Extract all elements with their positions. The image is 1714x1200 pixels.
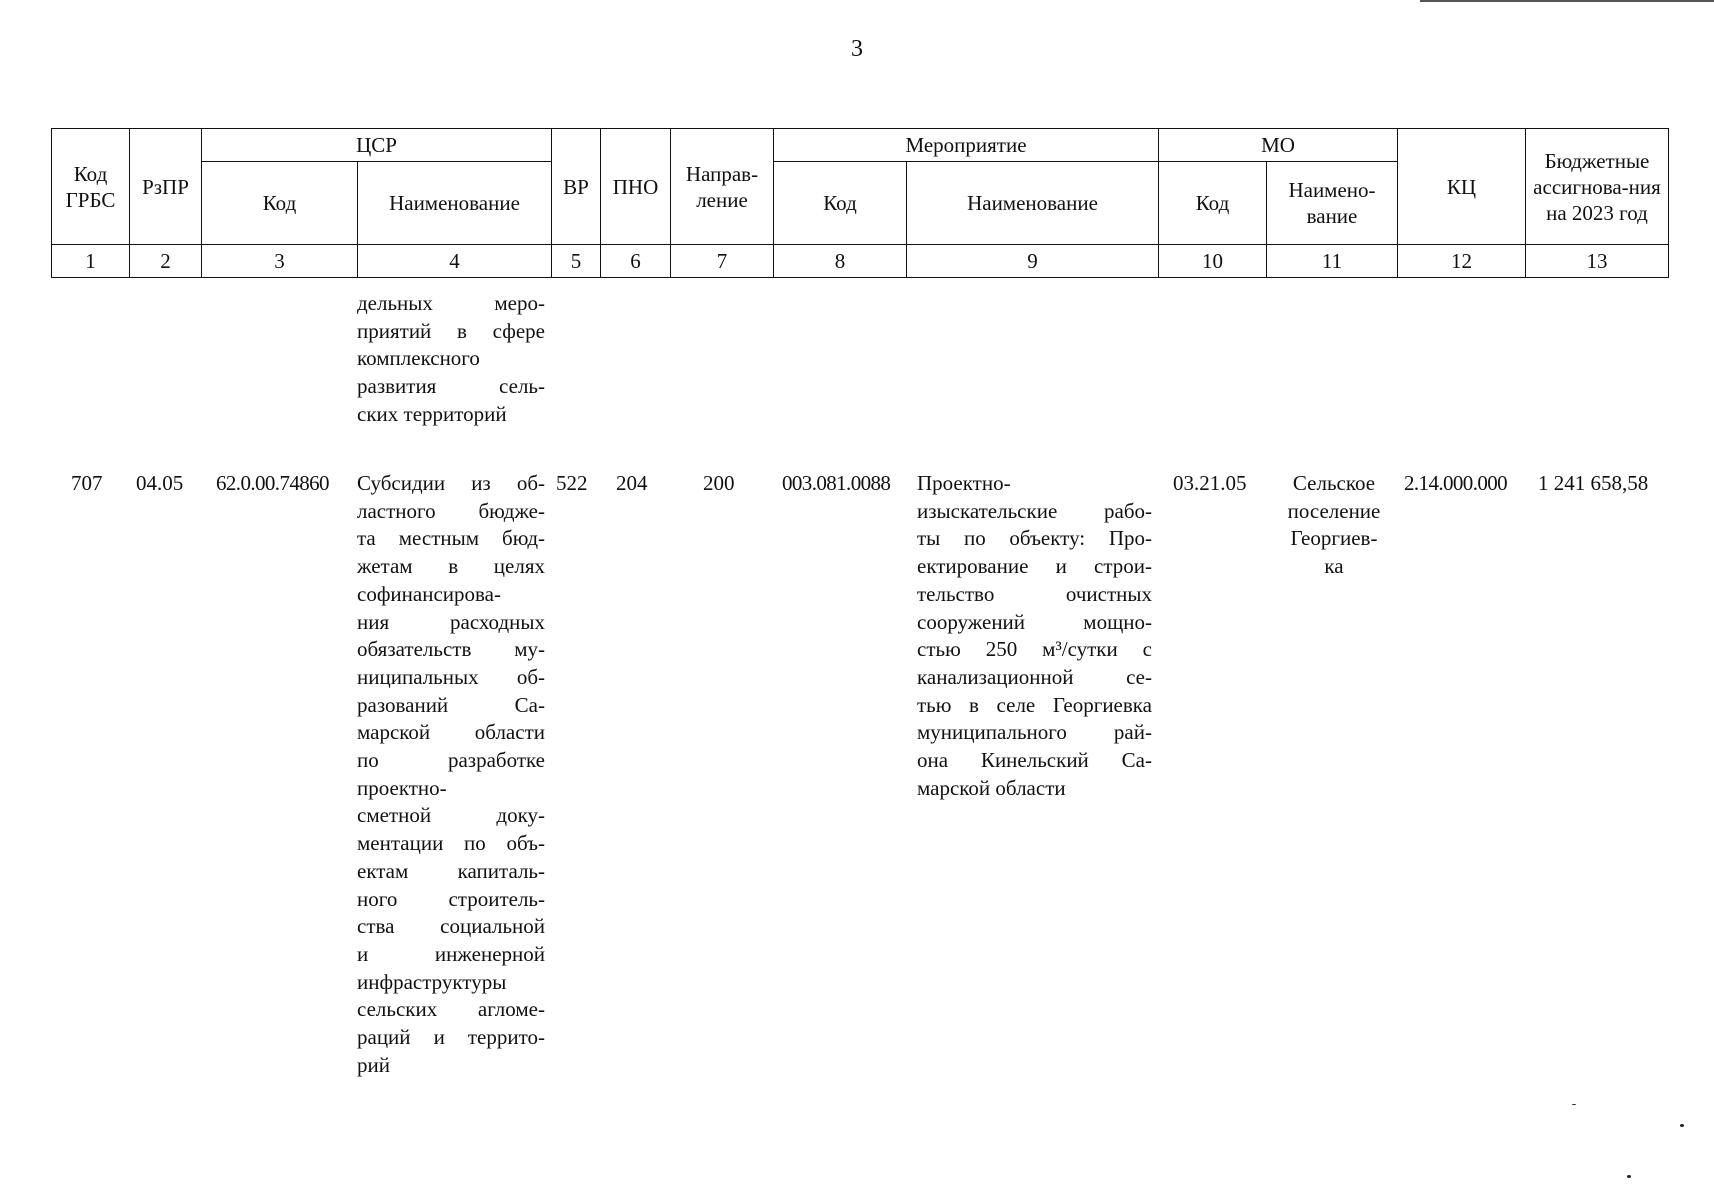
csr-name-line: ментации по объ- — [357, 831, 545, 856]
budget-table-header — [51, 128, 1669, 278]
header-meropriyatie: Мероприятие — [774, 129, 1159, 162]
row-kc: 2.14.000.000 — [1404, 471, 1508, 495]
header-csr: ЦСР — [202, 129, 552, 162]
mer-name-line: муниципального рай- — [917, 720, 1152, 745]
csr-name-line: ластного бюдже- — [357, 498, 545, 523]
header-vr: ВР — [552, 129, 601, 245]
mer-name-line: ты по объекту: Про- — [917, 526, 1152, 551]
continuation-line: дельных меро- — [357, 291, 545, 315]
mer-name-line: марской области — [917, 775, 1066, 800]
mer-name-line: она Кинельский Са- — [917, 748, 1152, 773]
csr-name-line: софинансирова- — [357, 581, 501, 606]
mer-name-line: ектирование и строи- — [917, 554, 1152, 579]
column-number: 1 — [52, 245, 130, 278]
mo-name-line: ка — [1324, 554, 1344, 579]
continuation-line: приятий в сфере — [357, 318, 545, 343]
continuation-line: развития сель- — [357, 374, 545, 399]
column-number: 9 — [907, 245, 1159, 278]
header-mo: МО — [1159, 129, 1398, 162]
mer-name-line: тельство очистных — [917, 581, 1152, 606]
scan-speck — [1572, 1104, 1576, 1105]
row-mer-name — [917, 470, 1152, 802]
csr-name-line: ного строитель- — [357, 886, 545, 911]
mer-name-line: изыскательские рабо- — [917, 498, 1152, 523]
header-mo-kod: Код — [1159, 162, 1267, 245]
csr-name-line: проектно- — [357, 775, 447, 800]
mo-name-line: Георгиев- — [1290, 526, 1378, 551]
row-csr-kod: 62.0.00.74860 — [216, 471, 329, 495]
header-csr-name: Наименование — [358, 162, 552, 245]
column-number: 10 — [1159, 245, 1267, 278]
header-pno: ПНО — [601, 129, 671, 245]
mer-name-line: стью 250 м³/сутки с — [917, 637, 1152, 662]
csr-name-line: и инженерной — [357, 941, 545, 966]
scan-edge-line — [1420, 0, 1714, 2]
row-pno: 204 — [616, 471, 648, 495]
csr-name-line: ния расходных — [357, 609, 545, 634]
continuation-line: комплексного — [357, 346, 480, 371]
csr-name-line: ства социальной — [357, 914, 545, 939]
csr-name-line: Субсидии из об- — [357, 471, 545, 495]
csr-name-line: сельских агломе- — [357, 997, 545, 1022]
header-rzpr: РзПР — [130, 129, 202, 245]
csr-name-line: по разработке — [357, 748, 545, 773]
column-number: 5 — [552, 245, 601, 278]
mo-name-line: Сельское — [1292, 471, 1376, 495]
row-csr-name — [357, 470, 545, 1079]
continuation-line: ских территорий — [357, 401, 507, 426]
csr-name-line: инфраструктуры — [357, 969, 507, 994]
header-mer-name: Наименование — [907, 162, 1159, 245]
row-mo-name — [1277, 470, 1391, 581]
column-number: 8 — [774, 245, 907, 278]
mer-name-line: Проектно- — [917, 471, 1011, 495]
row-mo-kod: 03.21.05 — [1173, 471, 1247, 495]
column-number-row — [52, 245, 1669, 278]
column-number: 11 — [1267, 245, 1398, 278]
mer-name-line: сооружений мощно- — [917, 609, 1152, 634]
row-budget: 1 241 658,58 — [1538, 471, 1649, 495]
row-napravlenie: 200 — [703, 471, 735, 495]
header-csr-kod: Код — [202, 162, 358, 245]
row-vr: 522 — [556, 471, 588, 495]
continuation-text — [357, 290, 545, 429]
header-napravlenie: Направ-ление — [671, 129, 774, 245]
column-number: 12 — [1398, 245, 1526, 278]
header-kod-grbs: Код ГРБС — [52, 129, 130, 245]
mer-name-line: тью в селе Георгиевка — [917, 692, 1152, 717]
header-budget: Бюджетные ассигнова-ния на 2023 год — [1526, 129, 1669, 245]
csr-name-line: раций и террито- — [357, 1025, 545, 1050]
header-kc: КЦ — [1398, 129, 1526, 245]
row-mer-kod: 003.081.0088 — [782, 471, 891, 495]
column-number: 4 — [358, 245, 552, 278]
csr-name-line: ектам капиталь- — [357, 858, 545, 883]
csr-name-line: та местным бюд- — [357, 526, 545, 551]
column-number: 2 — [130, 245, 202, 278]
column-number: 6 — [601, 245, 671, 278]
header-mer-kod: Код — [774, 162, 907, 245]
scan-speck — [1680, 1124, 1684, 1127]
mo-name-line: поселение — [1287, 498, 1381, 523]
page-number: 3 — [851, 36, 863, 62]
column-number: 3 — [202, 245, 358, 278]
csr-name-line: обязательств му- — [357, 637, 545, 662]
header-mo-name: Наимено-вание — [1267, 162, 1398, 245]
csr-name-line: жетам в целях — [357, 554, 545, 579]
csr-name-line: ниципальных об- — [357, 664, 545, 689]
column-number: 7 — [671, 245, 774, 278]
mer-name-line: канализационной се- — [917, 664, 1152, 689]
csr-name-line: разований Са- — [357, 692, 545, 717]
csr-name-line: марской области — [357, 720, 545, 745]
csr-name-line: рий — [357, 1052, 390, 1077]
csr-name-line: сметной доку- — [357, 803, 545, 828]
row-kod-grbs: 707 — [71, 471, 103, 495]
scan-speck — [1627, 1175, 1631, 1178]
row-rzpr: 04.05 — [136, 471, 184, 495]
column-number: 13 — [1526, 245, 1669, 278]
